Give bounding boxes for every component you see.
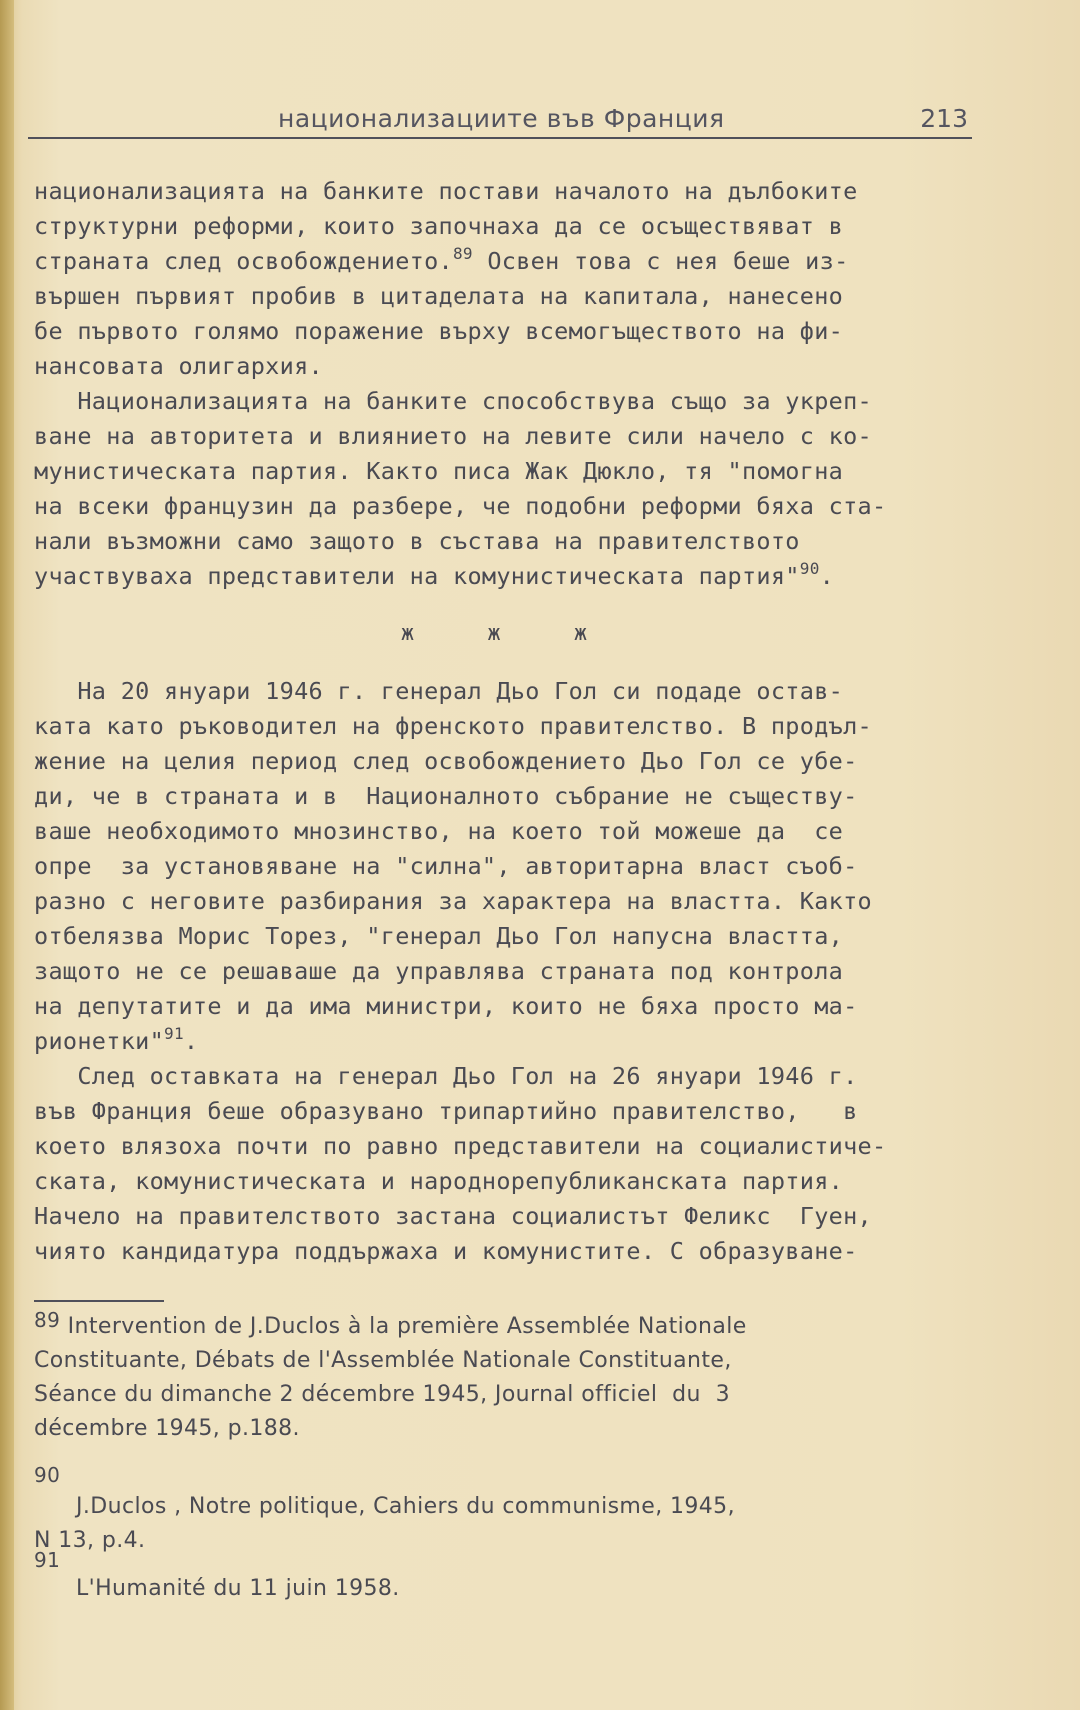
text-line: Начело на правителството застана социалистът Феликс Гуен, bbox=[34, 1202, 872, 1230]
asterism: ж ж ж bbox=[400, 621, 618, 646]
text-line: национализацията на банките постави началото на дълбоките bbox=[34, 177, 858, 205]
text-line: на депутатите и да има министри, които не бяха просто ма- bbox=[34, 992, 858, 1020]
text-line: вършен първият пробив в цитаделата на капитала, нанесено bbox=[34, 282, 844, 310]
text-line: Национализацията на банките способствува също за укреп- bbox=[34, 387, 872, 415]
text-line: на всеки французин да разбере, че подобни реформи бяха ста- bbox=[34, 492, 887, 520]
text-line: нансовата олигархия. bbox=[34, 352, 323, 380]
text-line: структурни реформи, които започнаха да се осъществяват в bbox=[34, 212, 844, 240]
text-line: бе първото голямо поражение върху всемогъществото на фи- bbox=[34, 317, 844, 345]
text-line: отбелязва Морис Торез, "генерал Дьо Гол напусна властта, bbox=[34, 922, 844, 950]
header-rule bbox=[28, 137, 972, 139]
footnote-number: 90 bbox=[34, 1463, 61, 1487]
text-line: във Франция беше образувано трипартийно правителство, в bbox=[34, 1097, 858, 1125]
text-line: нали възможни само защото в състава на правителството bbox=[34, 527, 800, 555]
footnote-rule bbox=[34, 1300, 164, 1302]
text-line: участвуваха представители на комунистическата партия"$^{90}$. bbox=[34, 559, 835, 590]
text-line: ване на авторитета и влиянието на левите сили начело с ко- bbox=[34, 422, 872, 450]
text-line: което влязоха почти по равно представители на социалистиче- bbox=[34, 1132, 887, 1160]
text-line: чиято кандидатура поддържаха и комунистите. С образуване- bbox=[34, 1237, 858, 1265]
footnote-ref-89[interactable]: 89 bbox=[453, 244, 473, 263]
page-binding-edge bbox=[0, 0, 14, 1710]
header-title: национализациите във Франция bbox=[278, 104, 725, 133]
footnote-91: 91 L'Humanité du 11 juin 1958. bbox=[34, 1548, 1024, 1606]
footnotes bbox=[34, 1310, 1024, 1606]
text-line: ската, комунистическата и народнорепубликанската партия. bbox=[34, 1167, 844, 1195]
text-line: рионетки"$^{91}$. bbox=[34, 1024, 199, 1055]
text-line: На 20 януари 1946 г. генерал Дьо Гол си подаде остав- bbox=[34, 677, 844, 705]
main-text bbox=[34, 174, 984, 1269]
text-line: страната след освобождението.$^{89}$ Освен това с нея беше из- bbox=[34, 244, 849, 275]
running-header bbox=[28, 104, 968, 136]
footnote-90: 90 J.Duclos , Notre politique, Cahiers du communisme, 1945, N 13, p.4. bbox=[34, 1460, 1024, 1558]
text-line: ката като ръководител на френското правителство. В продъл- bbox=[34, 712, 872, 740]
text-line: ди, че в страната и в Националното събрание не съществу- bbox=[34, 782, 858, 810]
text-line: разно с неговите разбирания за характера на властта. Както bbox=[34, 887, 872, 915]
text-line: ваше необходимото мнозинство, на което той можеше да се bbox=[34, 817, 844, 845]
text-line: мунистическата партия. Както писа Жак Дюкло, тя "помогна bbox=[34, 457, 844, 485]
text-line: опре за установяване на "силна", авторитарна власт съоб- bbox=[34, 852, 858, 880]
footnote-ref-91[interactable]: 91 bbox=[164, 1024, 184, 1043]
footnote-number: 89 bbox=[34, 1308, 61, 1332]
footnote-89: $^{89}$ Intervention de J.Duclos à la première Assemblée Nationale Constituante, Débats de l'Assemblée Nationale Constituante, Séance du dimanche 2 décembre 1945, Journal officiel du 3 décembre 1945, p.188. bbox=[34, 1308, 747, 1441]
section-separator bbox=[34, 594, 984, 674]
text-line: След оставката на генерал Дьо Гол на 26 януари 1946 г. bbox=[34, 1062, 858, 1090]
text-line: защото не се решаваше да управлява страната под контрола bbox=[34, 957, 844, 985]
footnote-ref-90[interactable]: 90 bbox=[799, 559, 820, 578]
page-number: 213 bbox=[920, 104, 968, 133]
text-line: жение на целия период след освобождението Дьо Гол се убе- bbox=[34, 747, 858, 775]
footnote-number: 91 bbox=[34, 1548, 61, 1572]
